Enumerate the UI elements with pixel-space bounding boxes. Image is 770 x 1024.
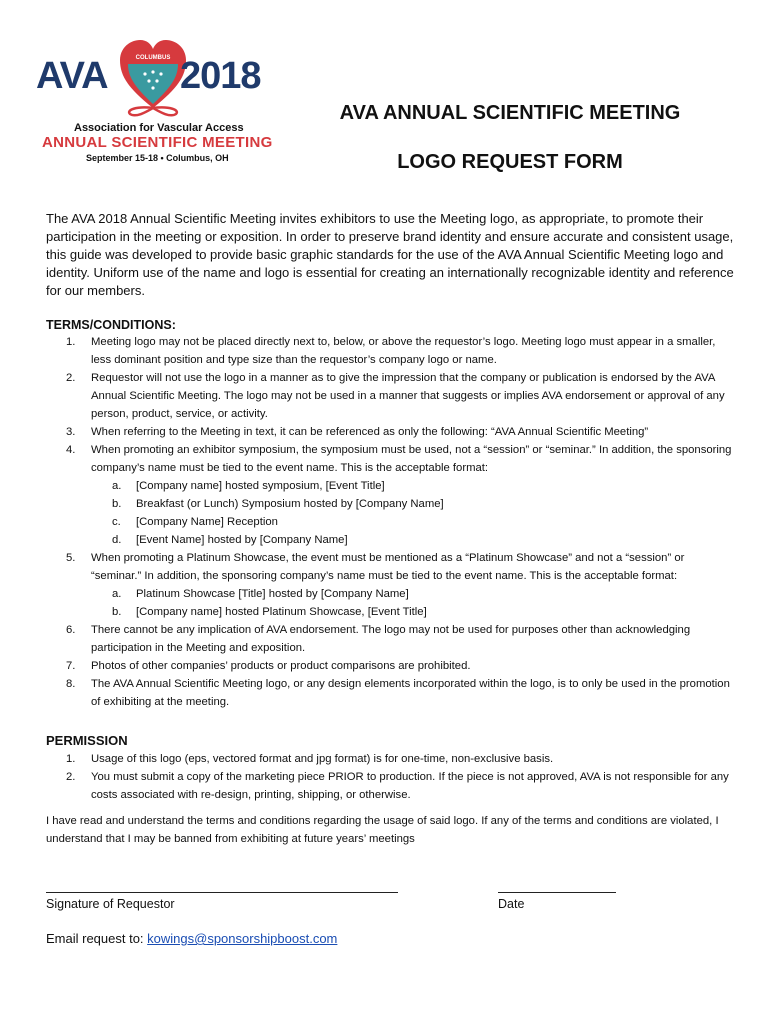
item-letter: b.	[112, 498, 122, 510]
item-number: 6.	[66, 624, 76, 636]
list-item	[46, 768, 736, 804]
list-item	[46, 621, 736, 657]
item-number: 4.	[66, 444, 76, 456]
item-letter: a.	[112, 480, 122, 492]
item-text: [Company name] hosted Platinum Showcase, [Event Title]	[136, 606, 427, 618]
sub-list-item	[46, 495, 736, 513]
permission-heading: PERMISSION	[46, 733, 128, 748]
item-text: You must submit a copy of the marketing piece PRIOR to production. If the piece is not approved, AVA is not responsible for any costs associated with re-design, printing, shipping, or otherwise.	[91, 771, 729, 801]
heart-text: COLUMBUS	[135, 55, 171, 61]
item-text: Usage of this logo (eps, vectored format and jpg format) is for one-time, non-exclusive basis.	[91, 753, 554, 765]
date-label: Date	[498, 897, 525, 911]
logo-ava-text: AVA	[36, 55, 108, 97]
sub-list-item	[46, 477, 736, 495]
item-number: 1.	[66, 753, 76, 765]
list-item	[46, 423, 736, 441]
item-number: 7.	[66, 660, 76, 672]
email-request-line	[46, 931, 337, 946]
email-prefix: Email request to:	[46, 931, 148, 946]
agreement-statement: I have read and understand the terms and conditions regarding the usage of said logo. If any of the terms and conditions are violated, I understand that I may be banned from exhibiting at future years’ meetings	[46, 815, 719, 845]
item-text: Platinum Showcase [Title] hosted by [Company Name]	[136, 588, 409, 600]
logo-dates: September 15-18 • Columbus, OH	[86, 153, 229, 163]
list-item	[46, 750, 736, 768]
page-title: AVA ANNUAL SCIENTIFIC MEETING	[339, 102, 681, 124]
item-text: [Company Name] Reception	[136, 516, 278, 528]
item-letter: a.	[112, 588, 122, 600]
list-item	[46, 441, 736, 477]
ava-2018-logo	[30, 38, 280, 166]
item-text: When promoting an exhibitor symposium, the symposium must be used, not a “session” or “seminar.” In addition, the sponsoring company’s name must be tied to the event name. This is the acceptable format:	[91, 444, 732, 474]
list-item	[46, 657, 736, 675]
item-number: 2.	[66, 372, 76, 384]
sub-list-item	[46, 513, 736, 531]
terms-heading: TERMS/CONDITIONS:	[46, 318, 176, 332]
form-title: LOGO REQUEST FORM	[397, 151, 623, 173]
logo-association: Association for Vascular Access	[74, 122, 244, 134]
list-item	[46, 333, 736, 369]
item-text: When referring to the Meeting in text, it can be referenced as only the following: “AVA Annual Scientific Meeting”	[91, 426, 649, 438]
item-text: The AVA Annual Scientific Meeting logo, or any design elements incorporated within the logo, is to only be used in the promotion of exhibiting at the meeting.	[91, 678, 730, 708]
logo-year-text: 2018	[180, 55, 261, 97]
item-number: 3.	[66, 426, 76, 438]
item-letter: d.	[112, 534, 122, 546]
email-link[interactable]: kowings@sponsorshipboost.com	[147, 931, 338, 946]
intro-paragraph: The AVA 2018 Annual Scientific Meeting invites exhibitors to use the Meeting logo, as appropriate, to promote their participation in the meeting or exposition. In order to preserve brand identity and ensure accurate and consistent usage, this guide was developed to provide basic graphic standards for the use of the AVA Annual Scientific Meeting logo and identity. Uniform use of the name and logo is essential for creating an internationally recognizable identity and reference for our members.	[46, 211, 734, 298]
item-number: 2.	[66, 771, 76, 783]
signature-line[interactable]	[46, 892, 398, 893]
sub-list-item	[46, 603, 736, 621]
sub-list-item	[46, 585, 736, 603]
logo-meeting-name: ANNUAL SCIENTIFIC MEETING	[42, 134, 273, 151]
item-number: 1.	[66, 336, 76, 348]
item-text: [Company name] hosted symposium, [Event Title]	[136, 480, 385, 492]
date-line[interactable]	[498, 892, 616, 893]
heart-icon	[118, 38, 188, 123]
signature-label: Signature of Requestor	[46, 897, 175, 911]
terms-list	[46, 333, 736, 711]
item-text: Requestor will not use the logo in a manner as to give the impression that the company or publication is endorsed by the AVA Annual Scientific Meeting. The logo may not be used in a manner that suggests or implies AVA endorsement or approval of any person, product, service, or activity.	[91, 372, 725, 420]
item-number: 8.	[66, 678, 76, 690]
item-number: 5.	[66, 552, 76, 564]
item-text: Breakfast (or Lunch) Symposium hosted by [Company Name]	[136, 498, 444, 510]
item-text: There cannot be any implication of AVA endorsement. The logo may not be used for purposes other than acknowledging participation in the Meeting and exposition.	[91, 624, 691, 654]
item-letter: c.	[112, 516, 121, 528]
item-text: Meeting logo may not be placed directly next to, below, or above the requestor’s logo. Meeting logo must appear in a smaller, less dominant position and type size than the requestor’s company logo or name.	[91, 336, 716, 366]
item-text: Photos of other companies’ products or product comparisons are prohibited.	[91, 660, 471, 672]
item-letter: b.	[112, 606, 122, 618]
item-text: When promoting a Platinum Showcase, the event must be mentioned as a “Platinum Showcase” and not a “session” or “seminar.” In addition, the sponsoring company’s name must be tied to the event name. This is the acceptable format:	[91, 552, 685, 582]
list-item	[46, 549, 736, 585]
list-item	[46, 675, 736, 711]
list-item	[46, 369, 736, 423]
permission-list	[46, 750, 736, 804]
item-text: [Event Name] hosted by [Company Name]	[136, 534, 348, 546]
sub-list-item	[46, 531, 736, 549]
